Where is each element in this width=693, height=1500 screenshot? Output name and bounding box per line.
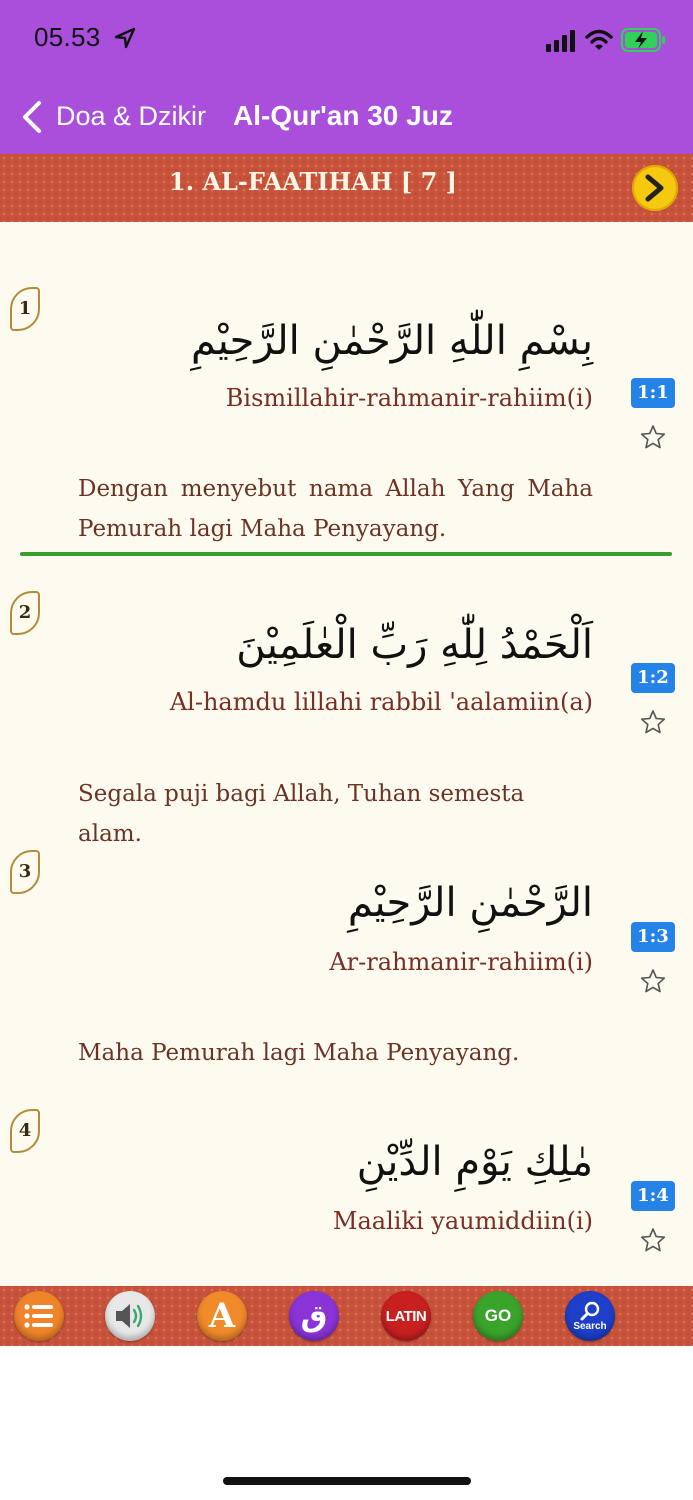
page-title: Al-Qur'an 30 Juz [233, 100, 453, 131]
verse-arabic: مٰلِكِ يَوْمِ الدِّيْنِ [356, 1139, 593, 1185]
verse-arabic: الرَّحْمٰنِ الرَّحِيْمِ [347, 880, 593, 926]
latin-toggle-button[interactable]: LATIN [381, 1291, 431, 1341]
selected-verse-divider [20, 552, 672, 556]
star-icon[interactable] [640, 424, 666, 450]
star-icon[interactable] [640, 709, 666, 735]
verse-latin: Ar-rahmanir-rahiim(i) [329, 948, 593, 976]
verse-arabic: بِسْمِ اللّٰهِ الرَّحْمٰنِ الرَّحِيْمِ [190, 318, 593, 364]
wifi-icon [585, 28, 613, 52]
search-button[interactable] [565, 1291, 615, 1341]
verse-translation: Maha Pemurah lagi Maha Penyayang. [78, 1040, 520, 1066]
verse-translation: Segala puji bagi Allah, Tuhan semesta alam. [78, 781, 525, 847]
location-arrow-icon [114, 27, 136, 49]
status-time: 05.53 [34, 22, 101, 52]
audio-button[interactable] [105, 1291, 155, 1341]
verse-arabic: اَلْحَمْدُ لِلّٰهِ رَبِّ الْعٰلَمِيْنَ [236, 622, 593, 668]
back-button[interactable]: Doa & Dzikir [56, 101, 207, 131]
verse-latin: Al-hamdu lillahi rabbil 'aalamiin(a) [169, 688, 593, 716]
search-label: Search [573, 1320, 607, 1332]
verse-number-badge: 4 [10, 1109, 40, 1153]
surah-title: 1. AL-FAATIHAH [ 7 ] [169, 167, 457, 196]
verse-latin: Bismillahir-rahmanir-rahiim(i) [225, 384, 593, 412]
signal-icon [546, 30, 578, 52]
verse-ref-tag[interactable]: 1:1 [631, 378, 675, 408]
list-icon [24, 1303, 54, 1329]
verse-number-badge: 1 [10, 287, 40, 331]
verse-ref-tag[interactable]: 1:3 [631, 922, 675, 952]
surah-list-button[interactable] [14, 1291, 64, 1341]
verse-number-badge: 2 [10, 591, 40, 635]
battery-charging-icon [621, 28, 667, 52]
verse-number-badge: 3 [10, 850, 40, 894]
chevron-right-icon [642, 174, 668, 202]
verse-latin: Maaliki yaumiddiin(i) [332, 1207, 593, 1235]
verse-translation: Dengan menyebut nama Allah Yang Maha Pemurah lagi Maha Penyayang. [78, 476, 593, 542]
home-indicator[interactable] [223, 1477, 471, 1485]
back-chevron-icon[interactable] [20, 100, 44, 134]
arabic-toggle-button[interactable]: ق [289, 1291, 339, 1341]
speaker-icon [113, 1301, 147, 1331]
verse-ref-tag[interactable]: 1:4 [631, 1181, 675, 1211]
go-to-verse-button[interactable]: GO [473, 1291, 523, 1341]
star-icon[interactable] [640, 1227, 666, 1253]
font-size-button[interactable]: A [197, 1291, 247, 1341]
verse-list[interactable] [0, 222, 693, 1286]
verse-ref-tag[interactable]: 1:2 [631, 663, 675, 693]
star-icon[interactable] [640, 968, 666, 994]
next-surah-button[interactable] [632, 165, 678, 211]
magnifier-icon [579, 1301, 601, 1321]
